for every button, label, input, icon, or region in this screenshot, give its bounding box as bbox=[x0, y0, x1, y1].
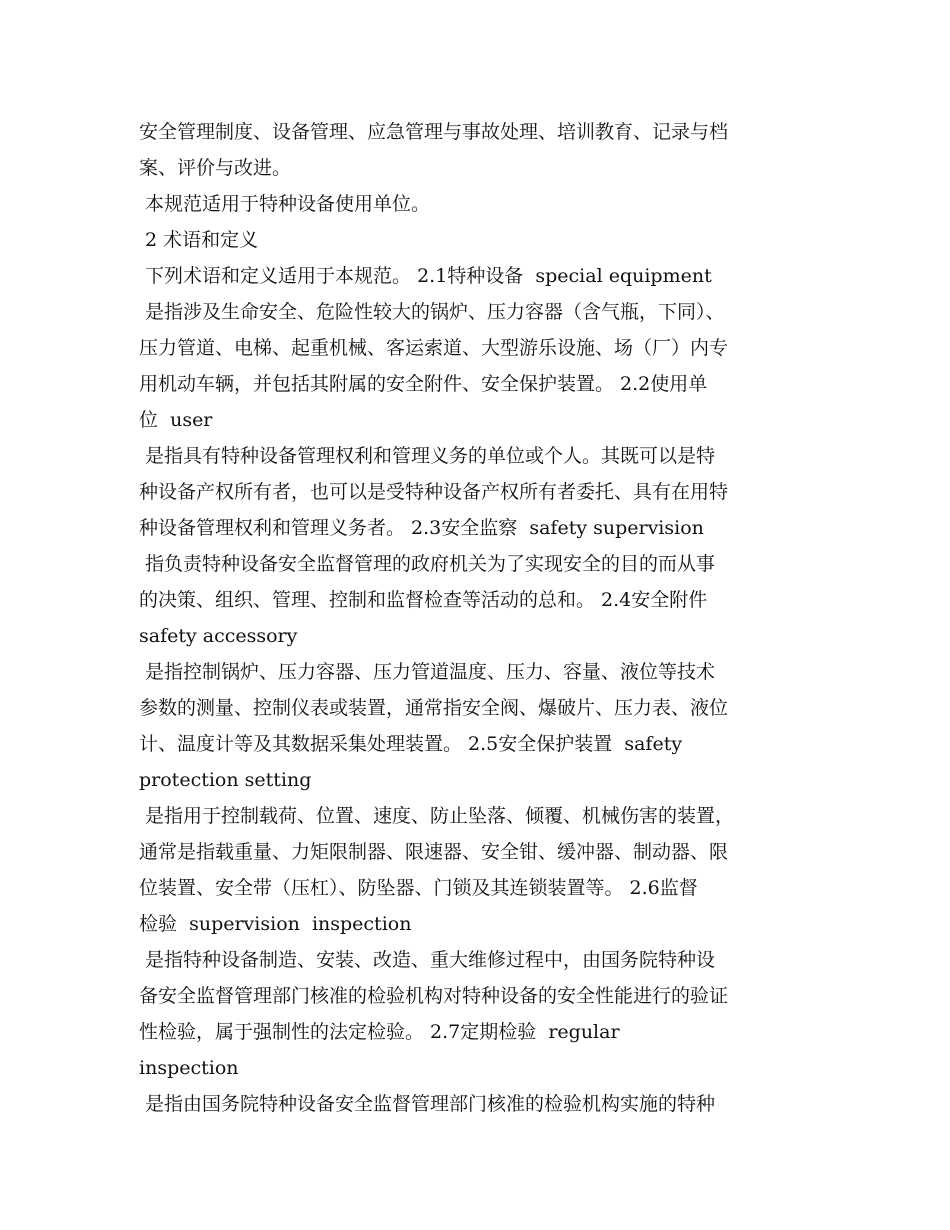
text-line: 参数的测量、控制仪表或装置，通常指安全阀、爆破片、压力表、液位 bbox=[139, 697, 729, 719]
text-line: 通常是指载重量、力矩限制器、限速器、安全钳、缓冲器、制动器、限 bbox=[139, 841, 729, 863]
text-line: 是指具有特种设备管理权利和管理义务的单位或个人。其既可以是特 bbox=[139, 445, 716, 467]
text-line: protection setting bbox=[139, 769, 312, 791]
text-line: inspection bbox=[139, 1057, 239, 1079]
text-line: 是指涉及生命安全、危险性较大的锅炉、压力容器（含气瓶，下同）、 bbox=[139, 301, 725, 323]
text-line: 的决策、组织、管理、控制和监督检查等活动的总和。 2.4安全附件 bbox=[139, 589, 708, 611]
text-line: 是指由国务院特种设备安全监督管理部门核准的检验机构实施的特种 bbox=[139, 1093, 716, 1115]
text-line: 压力管道、电梯、起重机械、客运索道、大型游乐设施、场（厂）内专 bbox=[139, 337, 729, 359]
text-line: 种设备管理权利和管理义务者。 2.3安全监察 safety supervision bbox=[139, 517, 704, 539]
text-line: 安全管理制度、设备管理、应急管理与事故处理、培训教育、记录与档 bbox=[139, 121, 729, 143]
text-line: 下列术语和定义适用于本规范。 2.1特种设备 special equipment bbox=[139, 265, 712, 287]
text-line: 位 user bbox=[139, 409, 213, 431]
text-line: 是指特种设备制造、安装、改造、重大维修过程中，由国务院特种设 bbox=[139, 949, 716, 971]
section-heading: 2 术语和定义 bbox=[139, 229, 259, 251]
text-line: 案、评价与改进。 bbox=[139, 157, 292, 179]
text-line: 位装置、安全带（压杠）、防坠器、门锁及其连锁装置等。 2.6监督 bbox=[139, 877, 698, 899]
text-line: 计、温度计等及其数据采集处理装置。 2.5安全保护装置 safety bbox=[139, 733, 683, 755]
text-line: safety accessory bbox=[139, 625, 298, 647]
text-line: 种设备产权所有者，也可以是受特种设备产权所有者委托、具有在用特 bbox=[139, 481, 729, 503]
text-line: 是指控制锅炉、压力容器、压力管道温度、压力、容量、液位等技术 bbox=[139, 661, 716, 683]
text-line: 备安全监督管理部门核准的检验机构对特种设备的安全性能进行的验证 bbox=[139, 985, 729, 1007]
text-line: 性检验，属于强制性的法定检验。 2.7定期检验 regular bbox=[139, 1021, 620, 1043]
text-line: 指负责特种设备安全监督管理的政府机关为了实现安全的目的而从事 bbox=[139, 553, 716, 575]
text-line: 本规范适用于特种设备使用单位。 bbox=[139, 193, 431, 215]
text-line: 用机动车辆，并包括其附属的安全附件、安全保护装置。 2.2使用单 bbox=[139, 373, 708, 395]
text-line: 是指用于控制载荷、位置、速度、防止坠落、倾覆、机械伤害的装置， bbox=[139, 805, 735, 827]
text-line: 检验 supervision inspection bbox=[139, 913, 412, 935]
